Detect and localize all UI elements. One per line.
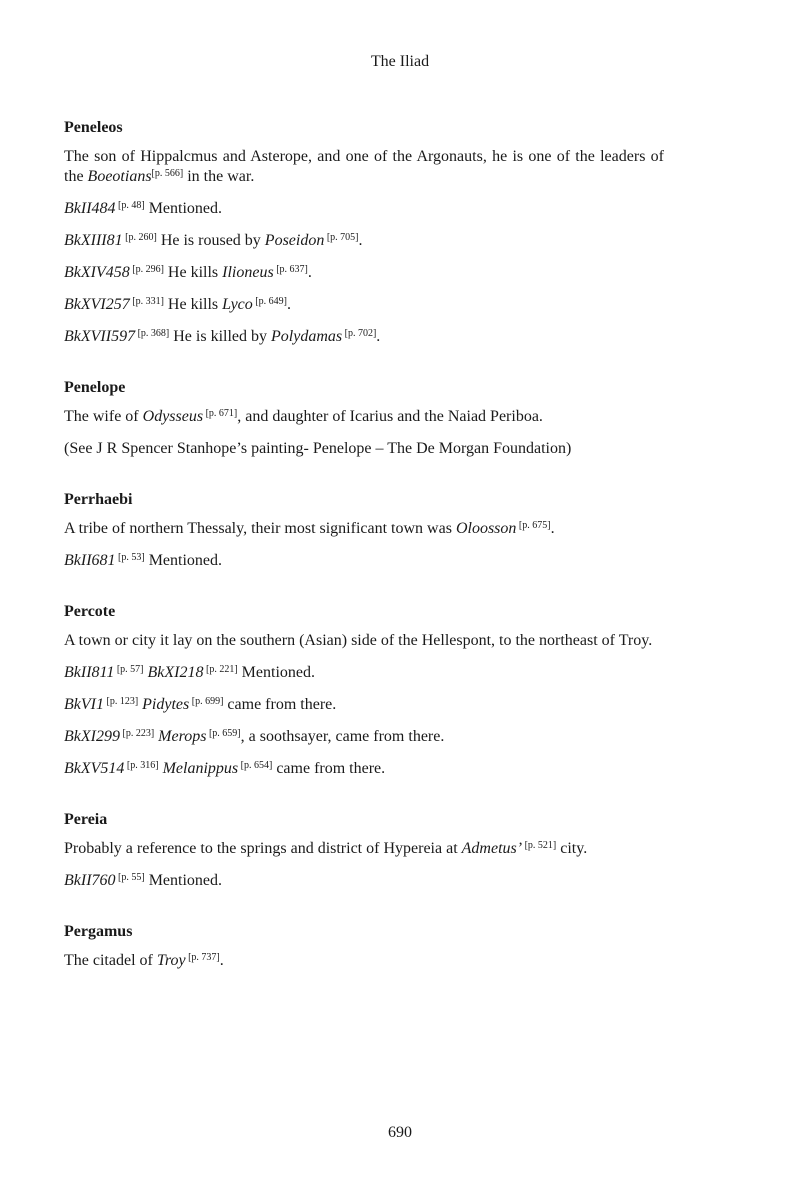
page-reference: [p. 260] (122, 232, 157, 243)
page-reference: [p. 675] (516, 520, 551, 531)
cross-reference-link[interactable]: Admetus’ (461, 840, 523, 857)
entry-paragraph (64, 951, 664, 971)
cross-reference-link[interactable]: Oloosson (455, 520, 517, 537)
page-reference: [p. 649] (252, 296, 287, 307)
entry-term: Percote (64, 603, 116, 620)
cross-reference-link[interactable]: Odysseus (142, 408, 204, 425)
entry-paragraph (64, 519, 664, 539)
cross-reference-link[interactable]: Poseidon (264, 232, 325, 249)
entry-paragraph (64, 631, 664, 651)
cross-reference-link[interactable]: Melanippus (162, 760, 239, 777)
body-text: The son of Hippalcmus and Asterope, and one of the Argonauts, he is one of the leaders of the (64, 148, 664, 185)
entry-paragraph (64, 231, 664, 251)
body-text: Mentioned. (144, 872, 223, 889)
body-text: The citadel of (64, 952, 157, 969)
entry-paragraph (64, 407, 664, 427)
entry-paragraph (64, 759, 664, 779)
body-text: A tribe of northern Thessaly, their most significant town was (64, 520, 456, 537)
body-text: Mentioned. (144, 200, 223, 217)
glossary-entry (64, 922, 664, 971)
body-text: . (307, 264, 312, 281)
entry-paragraph (64, 439, 664, 459)
glossary-entry (64, 378, 664, 459)
cross-reference-link[interactable]: BkVI1 (64, 696, 104, 713)
body-text: (See J R Spencer Stanhope’s painting- Penelope – The De Morgan Foundation) (64, 440, 572, 457)
cross-reference-link[interactable]: Merops (158, 728, 207, 745)
body-text: . (376, 328, 381, 345)
page-reference: [p. 53] (115, 552, 145, 563)
page-reference: [p. 705] (324, 232, 359, 243)
cross-reference-link[interactable]: BkXVII597 (64, 328, 136, 345)
entry-paragraph (64, 295, 664, 315)
body-text: He is roused by (156, 232, 265, 249)
body-text: , and daughter of Icarius and the Naiad Periboa. (237, 408, 543, 425)
cross-reference-link[interactable]: BkXIV458 (64, 264, 130, 281)
page-reference: [p. 57] (114, 664, 144, 675)
cross-reference-link[interactable]: Polydamas (271, 328, 343, 345)
cross-reference-link[interactable]: BkXVI257 (64, 296, 130, 313)
cross-reference-link[interactable]: BkXI218 (147, 664, 204, 681)
cross-reference-link[interactable]: BkXI299 (64, 728, 120, 745)
body-text: The wife of (64, 408, 143, 425)
page-reference: [p. 521] (522, 840, 557, 851)
page-reference: [p. 123] (103, 696, 139, 707)
cross-reference-link[interactable]: BkII760 (64, 872, 116, 889)
entry-paragraph (64, 551, 664, 571)
page-reference: [p. 699] (189, 696, 224, 707)
cross-reference-link[interactable]: BkII484 (64, 200, 116, 217)
body-text: He kills (163, 264, 223, 281)
body-text: came from there. (272, 760, 386, 777)
page-reference: [p. 702] (342, 328, 377, 339)
cross-reference-link[interactable]: BkXV514 (64, 760, 125, 777)
cross-reference-link[interactable]: Lyco (222, 296, 253, 313)
cross-reference-link[interactable]: Pidytes (142, 696, 190, 713)
entry-term: Peneleos (64, 119, 123, 136)
body-text: . (550, 520, 555, 537)
entry-paragraph (64, 663, 664, 683)
page-reference: [p. 368] (135, 328, 170, 339)
page-reference: [p. 223] (119, 728, 155, 739)
page-reference: [p. 48] (115, 200, 145, 211)
glossary-entry (64, 490, 664, 571)
page-reference: [p. 55] (115, 872, 145, 883)
entry-term: Perrhaebi (64, 491, 133, 508)
page-reference: [p. 316] (124, 760, 159, 771)
page-reference: [p. 659] (206, 728, 241, 739)
body-text: came from there. (223, 696, 337, 713)
glossary-entry (64, 602, 664, 779)
entry-paragraph (64, 695, 664, 715)
page-reference: [p. 221] (203, 664, 238, 675)
cross-reference-link[interactable]: BkXIII81 (64, 232, 123, 249)
page-reference: [p. 671] (203, 408, 238, 419)
glossary-entry (64, 118, 664, 347)
running-header: The Iliad (370, 53, 430, 70)
body-text: Mentioned. (237, 664, 315, 681)
entry-term: Penelope (64, 379, 126, 396)
cross-reference-link[interactable]: Troy (156, 952, 186, 969)
entry-paragraph (64, 263, 664, 283)
page-reference: [p. 296] (129, 264, 164, 275)
body-text: . (358, 232, 363, 249)
entry-paragraph (64, 727, 664, 747)
cross-reference-link[interactable]: BkII681 (64, 552, 116, 569)
page-reference: [p. 566] (151, 168, 184, 179)
entry-paragraph (64, 327, 664, 347)
body-text: . (219, 952, 224, 969)
body-text: Mentioned. (144, 552, 223, 569)
page-reference: [p. 654] (238, 760, 273, 771)
body-text: in the war. (183, 168, 255, 185)
page-reference: [p. 331] (129, 296, 164, 307)
body-text: Probably a reference to the springs and district of Hypereia at (64, 840, 462, 857)
body-text: , a soothsayer, came from there. (240, 728, 445, 745)
glossary-entry (64, 810, 664, 891)
entry-paragraph (64, 871, 664, 891)
page-reference: [p. 637] (273, 264, 308, 275)
cross-reference-link[interactable]: BkII811 (64, 664, 115, 681)
glossary-entries (64, 118, 664, 1002)
page-reference: [p. 737] (185, 952, 220, 963)
body-text: . (286, 296, 291, 313)
body-text: He kills (163, 296, 223, 313)
body-text: city. (556, 840, 588, 857)
page-number: 690 (388, 1124, 412, 1141)
entry-paragraph (64, 199, 664, 219)
body-text: He is killed by (169, 328, 272, 345)
entry-paragraph (64, 147, 664, 187)
entry-term: Pereia (64, 811, 108, 828)
cross-reference-link[interactable]: Ilioneus (222, 264, 274, 281)
entry-paragraph (64, 839, 664, 859)
entry-term: Pergamus (64, 923, 133, 940)
cross-reference-link[interactable]: Boeotians (87, 168, 152, 185)
body-text: A town or city it lay on the southern (Asian) side of the Hellespont, to the northeast of Troy. (64, 632, 653, 649)
